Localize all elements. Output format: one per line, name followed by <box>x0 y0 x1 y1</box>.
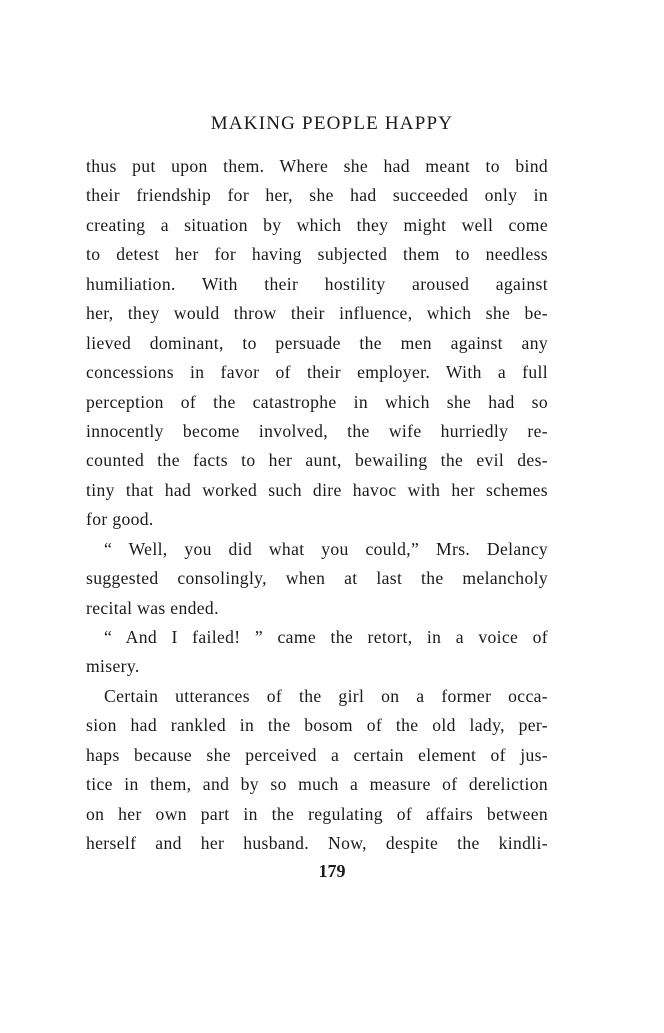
text-line: Certain utterances of the girl on a former occa- <box>104 685 548 706</box>
text-line: innocently become involved, the wife hurriedly re- <box>86 420 548 441</box>
text-line: lieved dominant, to persuade the men against any <box>86 332 548 353</box>
text-line: perception of the catastrophe in which she had so <box>86 391 548 412</box>
text-line: their friendship for her, she had succeeded only in <box>86 185 548 206</box>
text-line: sion had rankled in the bosom of the old lady, per- <box>86 715 548 736</box>
text-line: on her own part in the regulating of affairs between <box>86 803 548 824</box>
text-line: creating a situation by which they might well come <box>86 214 548 235</box>
text-line: thus put upon them. Where she had meant to bind <box>86 156 548 176</box>
text-line: misery. <box>86 656 140 677</box>
text-line: counted the facts to her aunt, bewailing the evil des- <box>86 450 548 471</box>
text-line: recital was ended. <box>86 597 219 618</box>
text-line: “ And I failed! ” came the retort, in a voice of <box>104 627 548 647</box>
page-number: 179 <box>318 861 346 881</box>
text-line: to detest her for having subjected them to needless <box>86 244 548 265</box>
text-line: tice in them, and by so much a measure of dereliction <box>86 774 548 795</box>
text-line: humiliation. With their hostility aroused against <box>86 273 548 294</box>
text-line: “ Well, you did what you could,” Mrs. Delancy <box>104 538 548 559</box>
text-line: her, they would throw their influence, which she be- <box>86 303 548 324</box>
text-line: concessions in favor of their employer. With a full <box>86 362 548 383</box>
text-line: herself and her husband. Now, despite the kindli- <box>86 833 548 854</box>
text-line: suggested consolingly, when at last the melancholy <box>86 568 548 589</box>
running-head: MAKING PEOPLE HAPPY <box>210 113 454 134</box>
text-line: for good. <box>86 509 154 530</box>
text-line: haps because she perceived a certain element of jus- <box>86 744 548 765</box>
text-line: tiny that had worked such dire havoc with her schemes <box>86 479 548 500</box>
body-text <box>86 152 548 859</box>
